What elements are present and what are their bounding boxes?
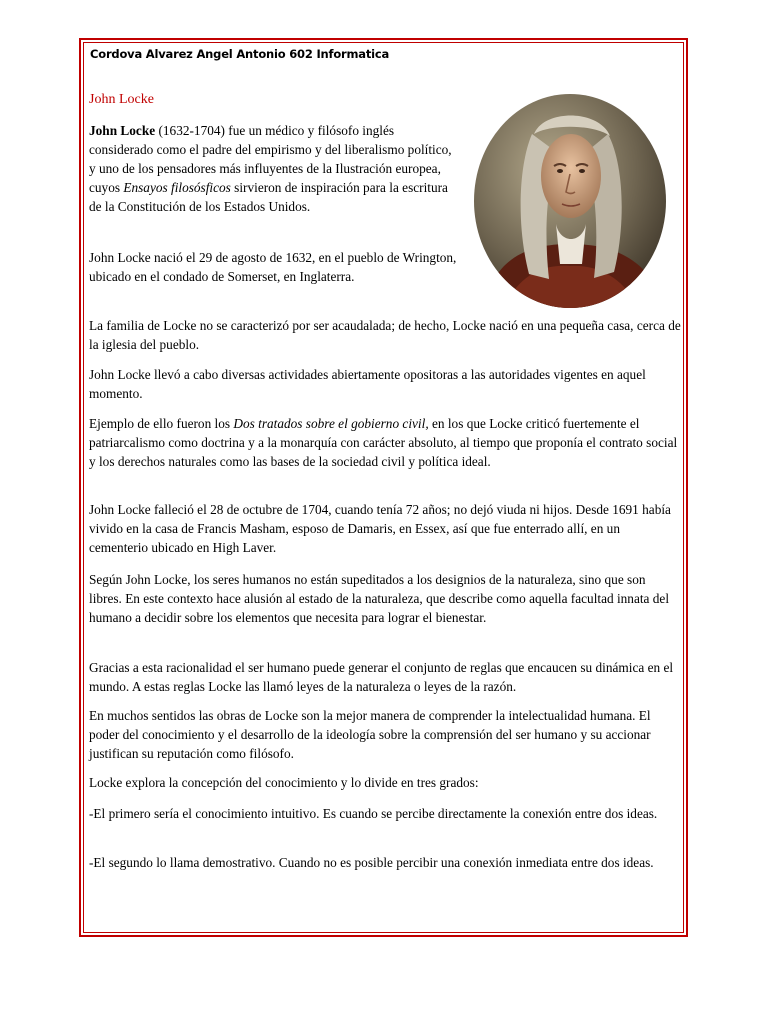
paragraph-intuitive: -El primero sería el conocimiento intuitivo. Es cuando se percibe directamente la conexión entre dos ideas. <box>89 806 658 821</box>
author-line: Cordova Alvarez Angel Antonio 602 Informatica <box>90 47 390 61</box>
treatises-text-a: Ejemplo de ello fueron los <box>89 416 234 431</box>
treatises-text-b: en los que Locke criticó fuertemente el patriarcalismo como doctrina y a la monarquía con carácter absoluto, al tiempo que proponía el contrato social y los derechos naturales como las bases de la sociedad civil y política ideal. <box>89 416 678 469</box>
paragraph-knowledge: Locke explora la concepción del conocimiento y lo divide en tres grados: <box>89 775 479 790</box>
paragraph-death: John Locke falleció el 28 de octubre de 1704, cuando tenía 72 años; no dejó viuda ni hijos. Desde 1691 había vivido en la casa de Francis Masham, esposo de Damaris, en Essex, así que fue enterrado allí, en un cementerio ubicado en High Laver. <box>89 502 671 555</box>
paragraph-rationality: Gracias a esta racionalidad el ser humano puede generar el conjunto de reglas que encaucen su dinámica en el mundo. A estas reglas Locke las llamó leyes de la naturaleza o leyes de la razón. <box>89 660 674 694</box>
paragraph-demonstrative: -El segundo lo llama demostrativo. Cuando no es posible percibir una conexión inmediata entre dos ideas. <box>89 855 654 870</box>
paragraph-intro <box>89 121 459 216</box>
paragraph-activities: John Locke llevó a cabo diversas actividades abiertamente opositoras a las autoridades vigentes en aquel momento. <box>89 367 646 401</box>
john-locke-portrait <box>474 94 666 308</box>
paragraph-works: En muchos sentidos las obras de Locke son la mejor manera de comprender la intelectualidad humana. El poder del conocimiento y el desarrollo de la ideología sobre la comprensión del ser humano y su accionar justifican su reputación como filósofo. <box>89 708 651 761</box>
paragraph-treatises <box>89 414 681 471</box>
paragraph-birth: John Locke nació el 29 de agosto de 1632, en el pueblo de Wrington, ubicado en el condado de Somerset, en Inglaterra. <box>89 250 457 284</box>
bold-name: John Locke <box>89 123 156 138</box>
intro-text-a: (1632-1704) fue un médico y filósofo inglés considerado como el padre del empirismo y del liberalismo político, y uno de los pensadores más influyentes de la Ilustración europea, cuyos <box>89 123 452 195</box>
paragraph-freedom: Según John Locke, los seres humanos no están supeditados a los designios de la naturaleza, sino que son libres. En este contexto hace alusión al estado de la naturaleza, que describe como aquella facultad innata del humano a decidir sobre los elementos que necesita para lograr el bienestar. <box>89 572 670 625</box>
paragraph-family: La familia de Locke no se caracterizó por ser acaudalada; de hecho, Locke nació en una pequeña casa, cerca de la iglesia del pueblo. <box>89 318 681 352</box>
italic-treatises-title: Dos tratados sobre el gobierno civil, <box>233 416 429 431</box>
document-title: John Locke <box>89 92 154 107</box>
italic-work-title: Ensayos filosósficos <box>123 180 231 195</box>
intro-text-b: sirvieron de inspiración para la escritura de la Constitución de los Estados Unidos. <box>89 180 448 214</box>
